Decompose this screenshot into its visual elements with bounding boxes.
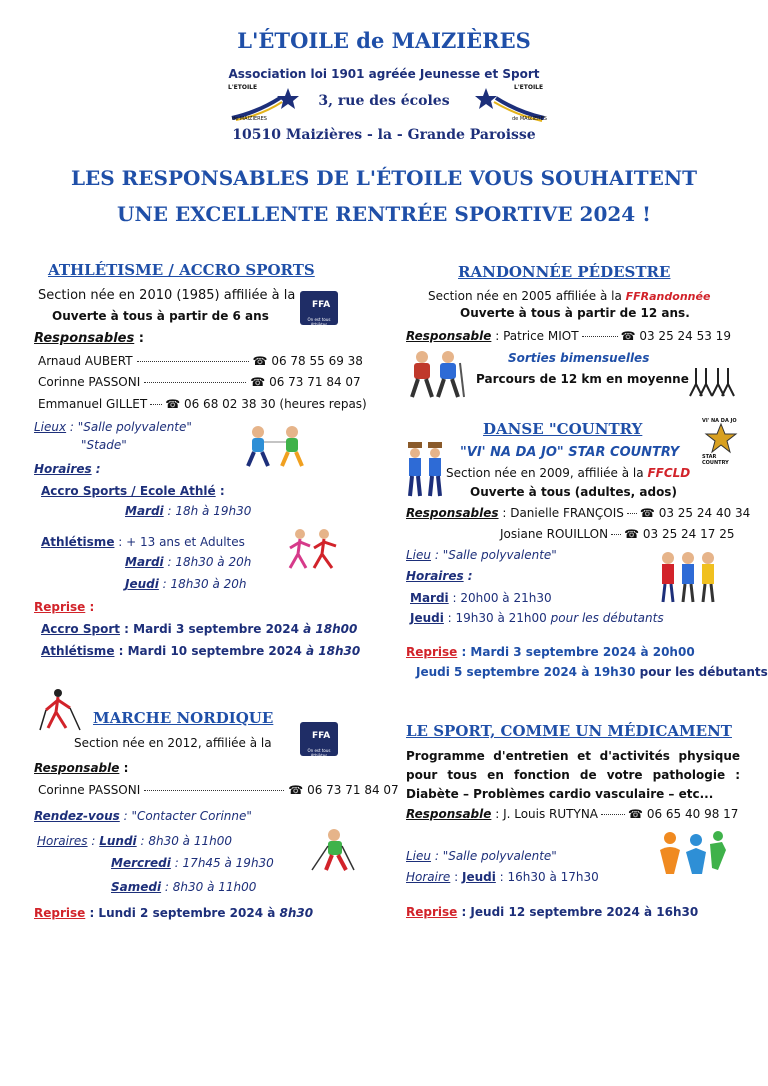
athle-sub [41, 535, 245, 549]
reprise-colon: : [85, 600, 95, 614]
ffrando-logo: FFRandonnée [625, 290, 711, 303]
marche-time3: : 8h30 à 11h00 [161, 880, 257, 894]
marche-day2: Mercredi [111, 856, 171, 870]
phone-icon: ☎ [620, 329, 636, 343]
country-open: Ouverte à tous (adultes, ados) [470, 485, 677, 499]
marche-resp-name: Corinne PASSONI [38, 783, 141, 797]
country-schedule-1 [410, 591, 552, 605]
rando-open: Ouverte à tous à partir de 12 ans. [460, 306, 690, 320]
logo-bottom-text: de MAIZIERES [232, 116, 267, 122]
street-address: 3, rue des écoles [318, 93, 450, 109]
athle-day1: Mardi [125, 555, 164, 569]
athle-resp [34, 331, 144, 346]
marche-resp-label: Responsable [34, 761, 120, 775]
athle-resp-colon: : [134, 331, 144, 346]
r1-time: à 18h00 [303, 622, 358, 636]
country-time1: : 20h00 à 21h30 [448, 591, 552, 605]
athle-label: Athlétisme [41, 535, 115, 549]
person-name: Corinne PASSONI [38, 375, 141, 389]
athle-time2: : 18h30 à 20h [158, 577, 247, 591]
rando-resp-name: : Patrice MIOT [491, 329, 579, 343]
reprise-label: Reprise [34, 600, 86, 614]
horaires-colon: : [91, 462, 101, 476]
rando-parcours: Parcours de 12 km en moyenne [476, 372, 689, 386]
marche-born: Section née en 2012, affiliée à la [74, 736, 272, 750]
dancer-illustration [404, 440, 446, 500]
person-name: Arnaud AUBERT [38, 354, 133, 368]
country-reprise-2-extra: pour les débutants [635, 665, 768, 679]
nordic-walker-svg [36, 688, 84, 732]
ffa-tagline: On est tous Athlètes [307, 317, 331, 327]
horaires-colon: : [87, 834, 100, 848]
ffa-logo-text: FFA [312, 300, 331, 310]
athle-lieux-2: "Stade" [81, 438, 127, 452]
hiker-icon [404, 349, 468, 401]
rdv-label: Rendez-vous [34, 809, 120, 823]
city-address: 10510 Maizières - la - Grande Paroisse [232, 127, 536, 143]
star-country-logo [700, 418, 742, 466]
country-title: DANSE "COUNTRY [483, 420, 643, 438]
country-reprise-2 [416, 665, 768, 679]
sport-lieu [406, 849, 557, 863]
athle-title: ATHLÉTISME / ACCRO SPORTS [48, 261, 315, 279]
accro-day: Mardi [125, 504, 164, 518]
logo-bottom-text: de MAIZIERES [512, 116, 547, 122]
r2-label: Athlétisme [41, 644, 115, 658]
accro-schedule [125, 504, 251, 518]
lieu-label: Lieu [406, 548, 432, 562]
country-subtitle: "VI' NA DA JO" STAR COUNTRY [460, 445, 680, 460]
walkers-icon [688, 364, 736, 398]
horaires-label: Horaires [406, 569, 464, 583]
sport-prog-1: Programme d'entretien et d'activités physique [406, 749, 740, 763]
country-born-text: Section née en 2009, affiliée à la [446, 466, 644, 480]
marche-rdv [34, 809, 252, 823]
person-name: Emmanuel GILLET [38, 397, 148, 411]
association-line: Association loi 1901 agréée Jeunesse et Sport [228, 67, 540, 81]
sprinters-icon [286, 528, 342, 572]
runner-illustration [242, 424, 314, 470]
accro-line [41, 484, 225, 498]
marche-person [38, 783, 399, 797]
rando-born-text: Section née en 2005 affiliée à la [428, 289, 622, 303]
country-day1: Mardi [410, 591, 449, 605]
headline-line1: LES RESPONSABLES DE L'ÉTOILE VOUS SOUHAITENT [70, 166, 698, 190]
sport-resp-name: : J. Louis RUTYNA [491, 807, 599, 821]
marche-reprise-time: 8h30 [279, 906, 314, 920]
ffa-logo [300, 291, 338, 325]
country-phone-2: 03 25 24 17 25 [642, 527, 735, 541]
r1-text: : Mardi 3 septembre 2024 [119, 622, 304, 636]
phone-icon: ☎ [250, 375, 266, 389]
country-time2: : 19h30 à 21h00 [443, 611, 551, 625]
athle-day2: Jeudi [125, 577, 159, 591]
marche-reprise [34, 906, 313, 920]
marche-schedule-1 [37, 834, 232, 848]
rando-title: RANDONNÉE PÉDESTRE [458, 263, 671, 281]
athle-schedule-2 [125, 577, 247, 591]
person-phone: 06 78 55 69 38 [271, 354, 363, 368]
lieu-label: Lieu [406, 849, 432, 863]
walkers-illustration [688, 364, 736, 398]
horaires-label: Horaires [34, 462, 92, 476]
horaire-label: Horaire [406, 870, 451, 884]
health-logo [656, 830, 728, 878]
athle-person-1 [38, 354, 363, 368]
person-phone: 06 68 02 38 30 (heures repas) [183, 397, 367, 411]
sport-resp-label: Responsable [406, 807, 492, 821]
rando-born [428, 289, 710, 303]
country-resp-label: Responsables [406, 506, 499, 520]
rando-resp-label: Responsable [406, 329, 492, 343]
country-horaires [406, 569, 473, 583]
reprise-label: Reprise [34, 906, 86, 920]
accro-colon: : [215, 484, 225, 498]
country-phone-1: 03 25 24 40 34 [658, 506, 751, 520]
country-born [446, 466, 690, 480]
star-logo-bottom: STAR COUNTRY [702, 454, 729, 466]
hiker-illustration [404, 349, 468, 401]
athle-reprise-2 [41, 644, 360, 658]
sport-title: LE SPORT, COMME UN MÉDICAMENT [406, 722, 732, 740]
dancer-icon [404, 440, 446, 500]
lieux-label: Lieux [34, 420, 67, 434]
horaires-label: Horaires [37, 834, 88, 848]
rando-resp-phone: 03 25 24 53 19 [639, 329, 731, 343]
marche-day1: Lundi [99, 834, 137, 848]
star-logo-right [474, 82, 550, 124]
ffcld-logo: FFCLD [647, 466, 691, 480]
lieu-value: : "Salle polyvalente" [431, 849, 557, 863]
athle-reprise-1 [41, 622, 357, 636]
athle-schedule-1 [125, 555, 251, 569]
reprise-label: Reprise [406, 905, 458, 919]
group-dancers-icon [656, 548, 720, 604]
country-reprise-2-date: Jeudi 5 septembre 2024 à 19h30 [416, 665, 636, 679]
marche-resp-phone: 06 73 71 84 07 [307, 783, 399, 797]
r2-time: à 18h30 [305, 644, 361, 658]
athle-extra: : + 13 ans et Adultes [114, 535, 245, 549]
nordic-walker-icon [36, 688, 84, 732]
marche-resp-colon: : [119, 761, 129, 775]
sport-resp [406, 807, 738, 821]
sport-time: : 16h30 à 17h30 [495, 870, 599, 884]
club-name: L'ÉTOILE de MAIZIÈRES [237, 28, 531, 53]
accro-label: Accro Sports / Ecole Athlé [41, 484, 216, 498]
country-reprise-text: : Mardi 3 septembre 2024 à 20h00 [457, 645, 695, 659]
runner-icon [242, 424, 314, 470]
ffa-tagline: On est tous Athlètes [307, 748, 331, 758]
nordic-hikers-illustration [304, 828, 358, 872]
reprise-label: Reprise [406, 645, 458, 659]
phone-icon: ☎ [288, 783, 304, 797]
accro-time: : 18h à 19h30 [163, 504, 252, 518]
phone-icon: ☎ [639, 506, 655, 520]
athle-person-3 [38, 397, 367, 411]
country-person-1: : Danielle FRANÇOIS [498, 506, 624, 520]
person-phone: 06 73 71 84 07 [269, 375, 361, 389]
marche-day3: Samedi [111, 880, 162, 894]
athle-reprise [34, 600, 94, 614]
lieu-value: : "Salle polyvalente" [431, 548, 557, 562]
sport-resp-phone: 06 65 40 98 17 [646, 807, 739, 821]
athle-time1: : 18h30 à 20h [163, 555, 252, 569]
athle-open: Ouverte à tous à partir de 6 ans [52, 309, 269, 323]
athle-lieux [34, 420, 192, 434]
athle-resp-label: Responsables [34, 331, 135, 346]
sport-horaire [406, 870, 599, 884]
marche-time1: : 8h30 à 11h00 [136, 834, 232, 848]
sport-prog-3: Diabète – Problèmes cardio vasculaire – etc... [406, 787, 714, 801]
marche-resp [34, 761, 128, 775]
country-lieu [406, 548, 557, 562]
sprinters-illustration [286, 528, 342, 572]
phone-icon: ☎ [624, 527, 640, 541]
phone-icon: ☎ [252, 354, 268, 368]
country-schedule-2 [410, 611, 664, 625]
marche-reprise-text: : Lundi 2 septembre 2024 à [85, 906, 280, 920]
marche-title: MARCHE NORDIQUE [93, 709, 274, 727]
country-time2-extra: pour les débutants [550, 611, 664, 625]
ffa-logo-text: FFA [312, 731, 331, 741]
ffa-logo [300, 722, 338, 756]
rando-resp [406, 329, 731, 343]
group-dancers-illustration [656, 548, 720, 604]
country-day2: Jeudi [410, 611, 444, 625]
horaire-colon: : [450, 870, 462, 884]
sport-day: Jeudi [461, 870, 496, 884]
nordic-hikers-icon [304, 828, 358, 872]
marche-schedule-2 [111, 856, 274, 870]
sport-prog-2: pour tous en fonction de votre pathologie : [406, 768, 740, 782]
marche-schedule-3 [111, 880, 256, 894]
lieux-1: : "Salle polyvalente" [66, 420, 192, 434]
athle-person-2 [38, 375, 361, 389]
logo-top-text: L'ETOILE [228, 84, 258, 91]
country-resp-1 [406, 506, 750, 520]
r2-text: : Mardi 10 septembre 2024 [114, 644, 306, 658]
r1-label: Accro Sport [41, 622, 120, 636]
health-logo-icon [656, 830, 728, 878]
rando-sorties: Sorties bimensuelles [508, 351, 650, 365]
rdv-value: : "Contacter Corinne" [119, 809, 252, 823]
phone-icon: ☎ [628, 807, 643, 821]
country-resp-2 [500, 527, 734, 541]
athle-born: Section née en 2010 (1985) affiliée à la [38, 288, 296, 303]
country-person-2: Josiane ROUILLON [500, 527, 609, 541]
horaires-colon: : [463, 569, 473, 583]
country-reprise [406, 645, 695, 659]
star-logo-top: VI' NA DA JO [702, 418, 737, 424]
sport-reprise-text: : Jeudi 12 septembre 2024 à 16h30 [457, 905, 699, 919]
marche-time2: : 17h45 à 19h30 [170, 856, 274, 870]
logo-top-text: L'ETOILE [514, 84, 544, 91]
sport-reprise [406, 905, 698, 919]
athle-horaires [34, 462, 101, 476]
headline-line2: UNE EXCELLENTE RENTRÉE SPORTIVE 2024 ! [117, 202, 651, 226]
phone-icon: ☎ [165, 397, 181, 411]
